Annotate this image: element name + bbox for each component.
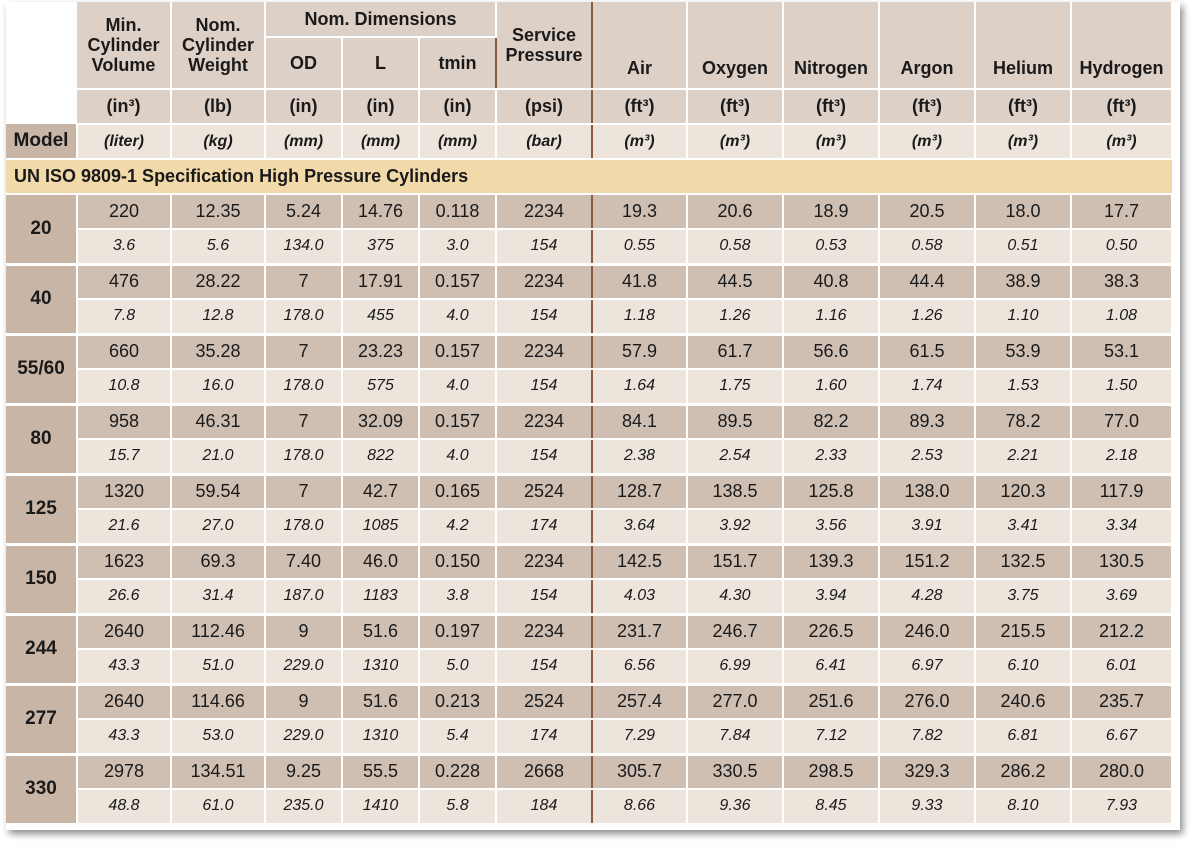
metric-value-cell: 48.8 [77, 789, 171, 824]
metric-value-cell: 154 [496, 649, 592, 684]
metric-value-cell: 375 [342, 229, 419, 264]
imperial-value-cell: 330.5 [687, 754, 783, 789]
metric-value-cell: 1.64 [592, 369, 687, 404]
metric-value-cell: 1183 [342, 579, 419, 614]
col-gas-air: Air [592, 2, 687, 89]
metric-value-cell: 5.8 [419, 789, 496, 824]
metric-value-cell: 26.6 [77, 579, 171, 614]
metric-value-cell: 1.60 [783, 369, 879, 404]
imperial-value-cell: 7.40 [265, 544, 342, 579]
imperial-value-cell: 77.0 [1071, 404, 1172, 439]
imperial-value-cell: 0.165 [419, 474, 496, 509]
col-gas-oxygen: Oxygen [687, 2, 783, 89]
table-row-metric [6, 369, 1172, 404]
metric-value-cell: 12.8 [171, 299, 265, 334]
col-group-nom-dimensions: Nom. Dimensions [265, 2, 496, 37]
imperial-value-cell: 212.2 [1071, 614, 1172, 649]
imperial-value-cell: 61.7 [687, 334, 783, 369]
col-nom-weight-line-2: Cylinder [181, 35, 255, 55]
metric-value-cell: 21.6 [77, 509, 171, 544]
metric-value-cell: 51.0 [171, 649, 265, 684]
units-metric-row [6, 124, 1172, 159]
imperial-value-cell: 20.6 [687, 194, 783, 229]
metric-value-cell: 8.66 [592, 789, 687, 824]
col-min-vol-line-2: Cylinder [87, 35, 160, 55]
imperial-value-cell: 0.197 [419, 614, 496, 649]
imperial-value-cell: 41.8 [592, 264, 687, 299]
col-tmin: tmin [419, 37, 496, 89]
imperial-value-cell: 280.0 [1071, 754, 1172, 789]
imperial-value-cell: 138.0 [879, 474, 975, 509]
imperial-value-cell: 2234 [496, 264, 592, 299]
imperial-value-cell: 44.4 [879, 264, 975, 299]
imperial-value-cell: 46.31 [171, 404, 265, 439]
metric-value-cell: 4.2 [419, 509, 496, 544]
metric-value-cell: 3.6 [77, 229, 171, 264]
metric-value-cell: 229.0 [265, 719, 342, 754]
metric-value-cell: 4.30 [687, 579, 783, 614]
metric-value-cell: 9.36 [687, 789, 783, 824]
imperial-value-cell: 2524 [496, 684, 592, 719]
imperial-value-cell: 9 [265, 684, 342, 719]
imperial-value-cell: 19.3 [592, 194, 687, 229]
imperial-value-cell: 59.54 [171, 474, 265, 509]
metric-value-cell: 178.0 [265, 369, 342, 404]
metric-value-cell: 1.08 [1071, 299, 1172, 334]
imperial-value-cell: 56.6 [783, 334, 879, 369]
imperial-value-cell: 286.2 [975, 754, 1071, 789]
unit-metric-cell: (m³) [687, 124, 783, 159]
metric-value-cell: 16.0 [171, 369, 265, 404]
metric-value-cell: 154 [496, 439, 592, 474]
imperial-value-cell: 9.25 [265, 754, 342, 789]
imperial-value-cell: 2234 [496, 544, 592, 579]
metric-value-cell: 1085 [342, 509, 419, 544]
imperial-value-cell: 0.157 [419, 404, 496, 439]
metric-value-cell: 1.26 [879, 299, 975, 334]
model-cell: 244 [6, 614, 77, 684]
imperial-value-cell: 0.213 [419, 684, 496, 719]
table-row [6, 474, 1172, 509]
metric-value-cell: 154 [496, 229, 592, 264]
metric-value-cell: 5.4 [419, 719, 496, 754]
metric-value-cell: 1.74 [879, 369, 975, 404]
metric-value-cell: 7.93 [1071, 789, 1172, 824]
unit-imperial-cell: (ft³) [879, 89, 975, 124]
metric-value-cell: 822 [342, 439, 419, 474]
imperial-value-cell: 78.2 [975, 404, 1071, 439]
col-service-pressure-line-2: Pressure [505, 45, 583, 65]
table-row [6, 334, 1172, 369]
col-od: OD [265, 37, 342, 89]
imperial-value-cell: 2234 [496, 334, 592, 369]
imperial-value-cell: 139.3 [783, 544, 879, 579]
metric-value-cell: 154 [496, 299, 592, 334]
imperial-value-cell: 89.5 [687, 404, 783, 439]
metric-value-cell: 4.03 [592, 579, 687, 614]
metric-value-cell: 2.33 [783, 439, 879, 474]
unit-imperial-cell: (ft³) [975, 89, 1071, 124]
imperial-value-cell: 57.9 [592, 334, 687, 369]
metric-value-cell: 6.41 [783, 649, 879, 684]
imperial-value-cell: 2640 [77, 614, 171, 649]
unit-imperial-cell: (ft³) [783, 89, 879, 124]
imperial-value-cell: 32.09 [342, 404, 419, 439]
imperial-value-cell: 14.76 [342, 194, 419, 229]
imperial-value-cell: 35.28 [171, 334, 265, 369]
imperial-value-cell: 28.22 [171, 264, 265, 299]
model-cell: 150 [6, 544, 77, 614]
unit-metric-cell: (mm) [419, 124, 496, 159]
metric-value-cell: 3.94 [783, 579, 879, 614]
metric-value-cell: 1410 [342, 789, 419, 824]
col-service-pressure [496, 2, 592, 89]
imperial-value-cell: 53.1 [1071, 334, 1172, 369]
col-nom-cylinder-weight [171, 2, 265, 89]
metric-value-cell: 10.8 [77, 369, 171, 404]
imperial-value-cell: 17.91 [342, 264, 419, 299]
imperial-value-cell: 117.9 [1071, 474, 1172, 509]
table-row [6, 544, 1172, 579]
unit-metric-cell: (m³) [1071, 124, 1172, 159]
model-cell: 80 [6, 404, 77, 474]
imperial-value-cell: 12.35 [171, 194, 265, 229]
imperial-value-cell: 151.2 [879, 544, 975, 579]
metric-value-cell: 6.81 [975, 719, 1071, 754]
metric-value-cell: 3.34 [1071, 509, 1172, 544]
metric-value-cell: 178.0 [265, 509, 342, 544]
metric-value-cell: 2.38 [592, 439, 687, 474]
imperial-value-cell: 2234 [496, 614, 592, 649]
metric-value-cell: 5.0 [419, 649, 496, 684]
metric-value-cell: 15.7 [77, 439, 171, 474]
metric-value-cell: 7.82 [879, 719, 975, 754]
unit-metric-cell: (m³) [975, 124, 1071, 159]
table-row-metric [6, 579, 1172, 614]
metric-value-cell: 4.0 [419, 439, 496, 474]
metric-value-cell: 0.50 [1071, 229, 1172, 264]
imperial-value-cell: 235.7 [1071, 684, 1172, 719]
imperial-value-cell: 51.6 [342, 614, 419, 649]
metric-value-cell: 3.64 [592, 509, 687, 544]
table-row-metric [6, 439, 1172, 474]
imperial-value-cell: 298.5 [783, 754, 879, 789]
metric-value-cell: 154 [496, 579, 592, 614]
imperial-value-cell: 7 [265, 474, 342, 509]
unit-metric-cell: (m³) [783, 124, 879, 159]
metric-value-cell: 3.75 [975, 579, 1071, 614]
model-column-header: Model [6, 124, 77, 159]
col-length: L [342, 37, 419, 89]
table-row-metric [6, 509, 1172, 544]
metric-value-cell: 7.29 [592, 719, 687, 754]
metric-value-cell: 178.0 [265, 299, 342, 334]
metric-value-cell: 2.54 [687, 439, 783, 474]
col-gas-nitrogen: Nitrogen [783, 2, 879, 89]
unit-metric-cell: (bar) [496, 124, 592, 159]
imperial-value-cell: 61.5 [879, 334, 975, 369]
metric-value-cell: 3.69 [1071, 579, 1172, 614]
unit-imperial-cell: (ft³) [592, 89, 687, 124]
metric-value-cell: 61.0 [171, 789, 265, 824]
unit-metric-cell: (liter) [77, 124, 171, 159]
col-gas-hydrogen: Hydrogen [1071, 2, 1172, 89]
metric-value-cell: 3.92 [687, 509, 783, 544]
imperial-value-cell: 151.7 [687, 544, 783, 579]
imperial-value-cell: 0.228 [419, 754, 496, 789]
imperial-value-cell: 257.4 [592, 684, 687, 719]
metric-value-cell: 3.8 [419, 579, 496, 614]
metric-value-cell: 8.45 [783, 789, 879, 824]
imperial-value-cell: 142.5 [592, 544, 687, 579]
imperial-value-cell: 246.0 [879, 614, 975, 649]
metric-value-cell: 455 [342, 299, 419, 334]
header-row-top [6, 2, 1172, 37]
imperial-value-cell: 660 [77, 334, 171, 369]
imperial-value-cell: 246.7 [687, 614, 783, 649]
imperial-value-cell: 53.9 [975, 334, 1071, 369]
imperial-value-cell: 220 [77, 194, 171, 229]
metric-value-cell: 1.16 [783, 299, 879, 334]
imperial-value-cell: 2234 [496, 404, 592, 439]
metric-value-cell: 6.01 [1071, 649, 1172, 684]
metric-value-cell: 1.26 [687, 299, 783, 334]
unit-imperial-cell: (in) [265, 89, 342, 124]
table-row-metric [6, 789, 1172, 824]
metric-value-cell: 53.0 [171, 719, 265, 754]
imperial-value-cell: 2234 [496, 194, 592, 229]
imperial-value-cell: 120.3 [975, 474, 1071, 509]
metric-value-cell: 154 [496, 369, 592, 404]
unit-imperial-cell: (ft³) [1071, 89, 1172, 124]
imperial-value-cell: 329.3 [879, 754, 975, 789]
cylinder-spec-table [6, 2, 1173, 826]
imperial-value-cell: 44.5 [687, 264, 783, 299]
metric-value-cell: 178.0 [265, 439, 342, 474]
metric-value-cell: 1.10 [975, 299, 1071, 334]
imperial-value-cell: 114.66 [171, 684, 265, 719]
metric-value-cell: 0.51 [975, 229, 1071, 264]
imperial-value-cell: 55.5 [342, 754, 419, 789]
metric-value-cell: 5.6 [171, 229, 265, 264]
section-title: UN ISO 9809-1 Specification High Pressure Cylinders [6, 159, 1172, 194]
imperial-value-cell: 18.9 [783, 194, 879, 229]
metric-value-cell: 9.33 [879, 789, 975, 824]
imperial-value-cell: 125.8 [783, 474, 879, 509]
imperial-value-cell: 82.2 [783, 404, 879, 439]
imperial-value-cell: 20.5 [879, 194, 975, 229]
table-row [6, 264, 1172, 299]
metric-value-cell: 6.97 [879, 649, 975, 684]
metric-value-cell: 7.84 [687, 719, 783, 754]
metric-value-cell: 0.58 [879, 229, 975, 264]
imperial-value-cell: 226.5 [783, 614, 879, 649]
col-service-pressure-line-1: Service [511, 25, 577, 45]
unit-imperial-cell: (psi) [496, 89, 592, 124]
imperial-value-cell: 69.3 [171, 544, 265, 579]
table-row [6, 684, 1172, 719]
col-nom-weight-line-3: Weight [188, 55, 248, 75]
imperial-value-cell: 138.5 [687, 474, 783, 509]
metric-value-cell: 3.0 [419, 229, 496, 264]
imperial-value-cell: 277.0 [687, 684, 783, 719]
imperial-value-cell: 89.3 [879, 404, 975, 439]
metric-value-cell: 27.0 [171, 509, 265, 544]
metric-value-cell: 4.0 [419, 299, 496, 334]
imperial-value-cell: 46.0 [342, 544, 419, 579]
model-cell: 277 [6, 684, 77, 754]
metric-value-cell: 31.4 [171, 579, 265, 614]
unit-imperial-cell: (in) [342, 89, 419, 124]
metric-value-cell: 187.0 [265, 579, 342, 614]
imperial-value-cell: 231.7 [592, 614, 687, 649]
imperial-value-cell: 305.7 [592, 754, 687, 789]
section-row [6, 159, 1172, 194]
model-cell: 330 [6, 754, 77, 824]
imperial-value-cell: 38.9 [975, 264, 1071, 299]
imperial-value-cell: 276.0 [879, 684, 975, 719]
imperial-value-cell: 7 [265, 264, 342, 299]
metric-value-cell: 8.10 [975, 789, 1071, 824]
imperial-value-cell: 1320 [77, 474, 171, 509]
imperial-value-cell: 476 [77, 264, 171, 299]
table-row-metric [6, 719, 1172, 754]
table-row-metric [6, 649, 1172, 684]
table-row-metric [6, 299, 1172, 334]
table-row [6, 194, 1172, 229]
col-gas-helium: Helium [975, 2, 1071, 89]
metric-value-cell: 4.0 [419, 369, 496, 404]
imperial-value-cell: 5.24 [265, 194, 342, 229]
unit-imperial-cell: (lb) [171, 89, 265, 124]
model-cell: 40 [6, 264, 77, 334]
imperial-value-cell: 1623 [77, 544, 171, 579]
metric-value-cell: 229.0 [265, 649, 342, 684]
imperial-value-cell: 42.7 [342, 474, 419, 509]
metric-value-cell: 184 [496, 789, 592, 824]
unit-imperial-cell: (ft³) [687, 89, 783, 124]
unit-metric-cell: (m³) [879, 124, 975, 159]
metric-value-cell: 235.0 [265, 789, 342, 824]
metric-value-cell: 43.3 [77, 649, 171, 684]
metric-value-cell: 2.53 [879, 439, 975, 474]
imperial-value-cell: 128.7 [592, 474, 687, 509]
metric-value-cell: 3.56 [783, 509, 879, 544]
imperial-value-cell: 23.23 [342, 334, 419, 369]
imperial-value-cell: 38.3 [1071, 264, 1172, 299]
imperial-value-cell: 2978 [77, 754, 171, 789]
imperial-value-cell: 7 [265, 404, 342, 439]
imperial-value-cell: 240.6 [975, 684, 1071, 719]
metric-value-cell: 1.50 [1071, 369, 1172, 404]
imperial-value-cell: 2668 [496, 754, 592, 789]
model-cell: 125 [6, 474, 77, 544]
metric-value-cell: 7.8 [77, 299, 171, 334]
imperial-value-cell: 18.0 [975, 194, 1071, 229]
col-nom-weight-line-1: Nom. [195, 15, 241, 35]
units-imperial-row [6, 89, 1172, 124]
col-min-cylinder-volume [77, 2, 171, 89]
metric-value-cell: 1.75 [687, 369, 783, 404]
imperial-value-cell: 7 [265, 334, 342, 369]
unit-metric-cell: (mm) [342, 124, 419, 159]
metric-value-cell: 2.18 [1071, 439, 1172, 474]
imperial-value-cell: 2640 [77, 684, 171, 719]
metric-value-cell: 6.10 [975, 649, 1071, 684]
metric-value-cell: 7.12 [783, 719, 879, 754]
imperial-value-cell: 0.150 [419, 544, 496, 579]
metric-value-cell: 4.28 [879, 579, 975, 614]
header-corner [6, 2, 77, 124]
table-row-metric [6, 229, 1172, 264]
imperial-value-cell: 112.46 [171, 614, 265, 649]
metric-value-cell: 1.53 [975, 369, 1071, 404]
imperial-value-cell: 0.118 [419, 194, 496, 229]
col-min-vol-line-3: Volume [91, 55, 156, 75]
imperial-value-cell: 134.51 [171, 754, 265, 789]
unit-imperial-cell: (in) [419, 89, 496, 124]
model-cell: 20 [6, 194, 77, 264]
unit-metric-cell: (mm) [265, 124, 342, 159]
metric-value-cell: 134.0 [265, 229, 342, 264]
imperial-value-cell: 17.7 [1071, 194, 1172, 229]
metric-value-cell: 174 [496, 509, 592, 544]
unit-metric-cell: (m³) [592, 124, 687, 159]
metric-value-cell: 575 [342, 369, 419, 404]
metric-value-cell: 0.55 [592, 229, 687, 264]
metric-value-cell: 1310 [342, 719, 419, 754]
unit-metric-cell: (kg) [171, 124, 265, 159]
metric-value-cell: 21.0 [171, 439, 265, 474]
unit-imperial-cell: (in³) [77, 89, 171, 124]
imperial-value-cell: 9 [265, 614, 342, 649]
imperial-value-cell: 958 [77, 404, 171, 439]
imperial-value-cell: 84.1 [592, 404, 687, 439]
imperial-value-cell: 251.6 [783, 684, 879, 719]
metric-value-cell: 3.91 [879, 509, 975, 544]
metric-value-cell: 3.41 [975, 509, 1071, 544]
metric-value-cell: 0.53 [783, 229, 879, 264]
metric-value-cell: 6.67 [1071, 719, 1172, 754]
model-cell: 55/60 [6, 334, 77, 404]
col-min-vol-line-1: Min. [105, 15, 142, 35]
imperial-value-cell: 215.5 [975, 614, 1071, 649]
cylinder-spec-table-card [6, 2, 1180, 830]
metric-value-cell: 1310 [342, 649, 419, 684]
table-row [6, 404, 1172, 439]
imperial-value-cell: 132.5 [975, 544, 1071, 579]
imperial-value-cell: 0.157 [419, 264, 496, 299]
metric-value-cell: 0.58 [687, 229, 783, 264]
imperial-value-cell: 0.157 [419, 334, 496, 369]
col-gas-argon: Argon [879, 2, 975, 89]
metric-value-cell: 6.99 [687, 649, 783, 684]
metric-value-cell: 174 [496, 719, 592, 754]
imperial-value-cell: 130.5 [1071, 544, 1172, 579]
table-row [6, 754, 1172, 789]
imperial-value-cell: 40.8 [783, 264, 879, 299]
metric-value-cell: 2.21 [975, 439, 1071, 474]
table-row [6, 614, 1172, 649]
metric-value-cell: 6.56 [592, 649, 687, 684]
imperial-value-cell: 2524 [496, 474, 592, 509]
metric-value-cell: 43.3 [77, 719, 171, 754]
metric-value-cell: 1.18 [592, 299, 687, 334]
imperial-value-cell: 51.6 [342, 684, 419, 719]
